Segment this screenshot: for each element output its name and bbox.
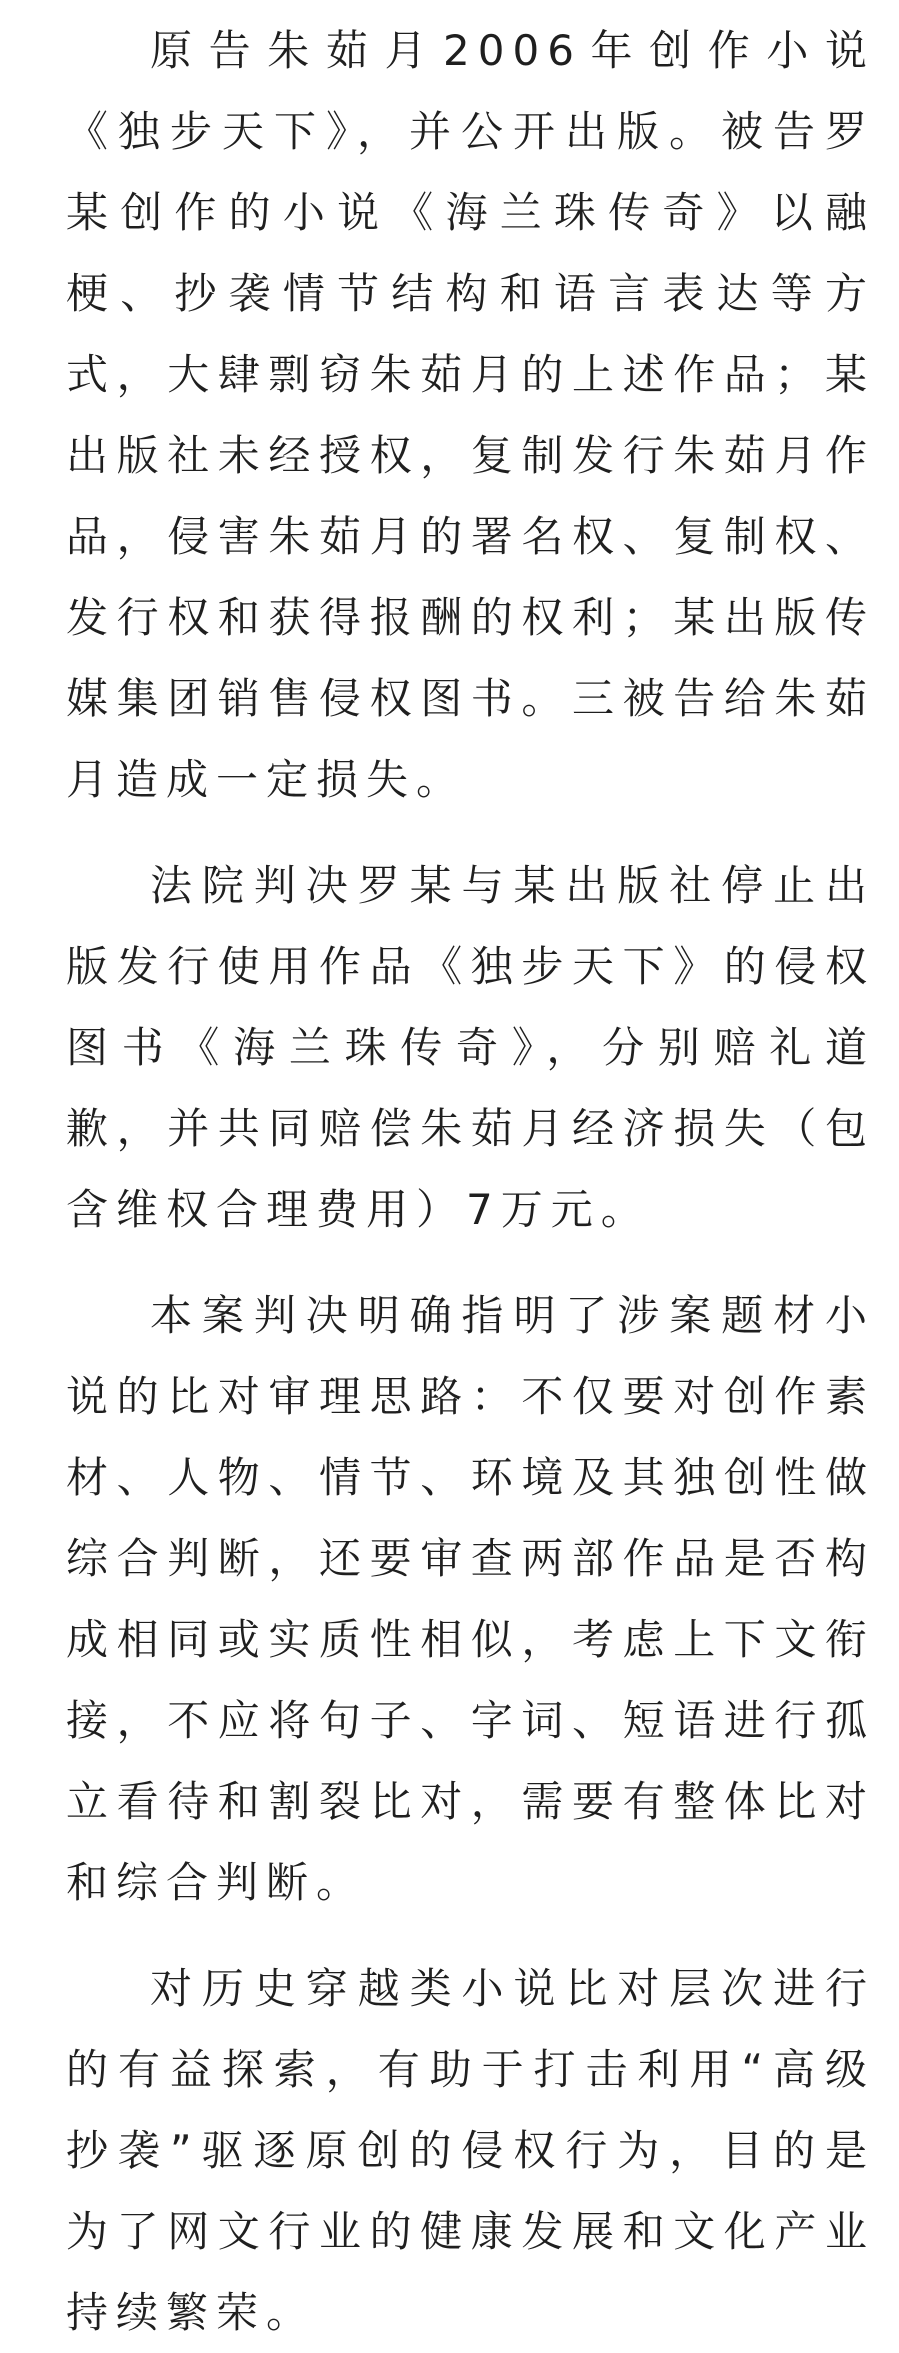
- paragraph-case-facts: 原告朱茹月2006年创作小说《独步天下》，并公开出版。被告罗某创作的小说《海兰珠传奇》以融梗、抄袭情节结构和语言表达等方式，大肆剽窃朱茹月的上述作品；某出版社未经授权，复制发行朱茹月作品，侵害朱茹月的署名权、复制权、发行权和获得报酬的权利；某出版传媒集团销售侵权图书。三被告给朱茹月造成一定损失。: [66, 26, 875, 804]
- paragraph-court-ruling: 法院判决罗某与某出版社停止出版发行使用作品《独步天下》的侵权图书《海兰珠传奇》，分别赔礼道歉，并共同赔偿朱茹月经济损失（包含维权合理费用）7万元。: [66, 861, 875, 1234]
- paragraph-judgment-significance: 本案判决明确指明了涉案题材小说的比对审理思路：不仅要对创作素材、人物、情节、环境及其独创性做综合判断，还要审查两部作品是否构成相同或实质性相似，考虑上下文衔接，不应将句子、字词、短语进行孤立看待和割裂比对，需要有整体比对和综合判断。: [66, 1291, 875, 1907]
- paragraph-conclusion: 对历史穿越类小说比对层次进行的有益探索，有助于打击利用“高级抄袭”驱逐原创的侵权行为，目的是为了网文行业的健康发展和文化产业持续繁荣。: [66, 1964, 875, 2337]
- article-body: [66, 10, 875, 2353]
